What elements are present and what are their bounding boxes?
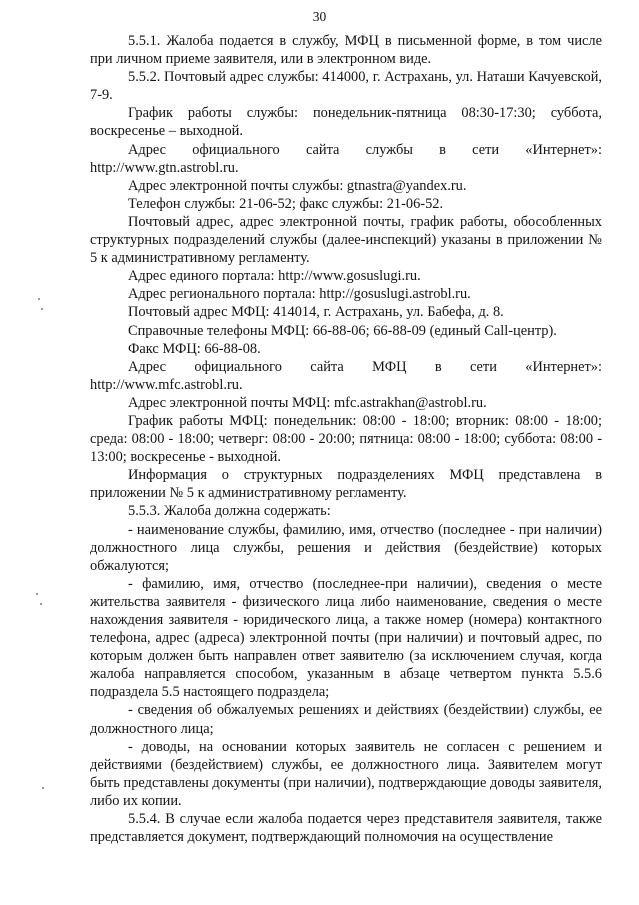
- paragraph-mfc-address: Почтовый адрес МФЦ: 414014, г. Астрахань, ул. Бабефа, д. 8.: [128, 304, 504, 321]
- scan-speck: [42, 787, 44, 789]
- paragraph-unified-portal: Адрес единого портала: http://www.gosuslugi.ru.: [128, 268, 421, 285]
- paragraph-mfc-schedule: График работы МФЦ: понедельник: 08:00 - 18:00; вторник: 08:00 - 18:00; среда: 08:00 - 18:00; четверг: 08:00 - 20:00; пятница: 08:00 - 18:00; суббота: 08:00 - 13:00; воскресенье - выходной.: [90, 412, 602, 466]
- paragraph-mfc-phones: Справочные телефоны МФЦ: 66-88-06; 66-88-09 (единый Call-центр).: [128, 322, 557, 339]
- paragraph-5-5-4: 5.5.4. В случае если жалоба подается через представителя заявителя, также представляется документ, подтверждающий полномочия на осуществление: [90, 811, 602, 846]
- paragraph-service-website: Адрес официального сайта службы в сети «Интернет»: http://www.gtn.astrobl.ru.: [90, 141, 602, 176]
- paragraph-service-phone: Телефон службы: 21-06-52; факс службы: 21-06-52.: [128, 195, 444, 212]
- paragraph-mfc-subdivisions: Информация о структурных подразделениях МФЦ представлена в приложении № 5 к административному регламенту.: [90, 467, 602, 502]
- paragraph-5-5-2: 5.5.2. Почтовый адрес службы: 414000, г. Астрахань, ул. Наташи Качуевской, 7-9.: [90, 69, 602, 104]
- page-number: 30: [312, 9, 327, 24]
- paragraph-service-email: Адрес электронной почты службы: gtnastra@yandex.ru.: [128, 177, 467, 194]
- paragraph-item-service-name: - наименование службы, фамилию, имя, отчество (последнее - при наличии) должностного лица службы, решения и действия (бездействие) которых обжалуются;: [90, 521, 602, 574]
- paragraph-service-schedule: График работы службы: понедельник-пятница 08:30-17:30; суббота, воскресенье – выходной.: [90, 105, 602, 140]
- paragraph-mfc-website: Адрес официального сайта МФЦ в сети «Интернет»: http://www.mfc.astrobl.ru.: [90, 358, 602, 393]
- paragraph-regional-portal: Адрес регионального портала: http://gosuslugi.astrobl.ru.: [128, 286, 471, 303]
- scan-speck: [38, 298, 40, 300]
- paragraph-item-applicant-info: - фамилию, имя, отчество (последнее-при наличии), сведения о месте жительства заявителя - физического лица либо наименование, сведения о месте нахождения заявителя - юридического лица, а также номер (номера) контактного телефона, адрес (адреса) электронной почты (при наличии) и почтовый адрес, по которым должен быть направлен ответ заявителю (за исключением случая, когда жалоба направляется способом, указанным в абзаце четвертом пункта 5.5.6 подраздела 5.5 настоящего подраздела;: [90, 575, 602, 701]
- paragraph-item-arguments: - доводы, на основании которых заявитель не согласен с решением и действиями (бездействием) службы, ее должностного лица. Заявителем могут быть представлены документы (при наличии), подтверждающие доводы заявителя, либо их копии.: [90, 738, 602, 809]
- paragraph-mfc-email: Адрес электронной почты МФЦ: mfc.astrakhan@astrobl.ru.: [128, 394, 487, 411]
- paragraph-mfc-fax: Факс МФЦ: 66-88-08.: [128, 340, 261, 357]
- paragraph-5-5-3: 5.5.3. Жалоба должна содержать:: [128, 503, 331, 520]
- scan-speck: [40, 603, 42, 605]
- paragraph-inspections-info: Почтовый адрес, адрес электронной почты, график работы, обособленных структурных подразделений службы (далее-инспекций) указаны в приложении № 5 к административному регламенту.: [90, 213, 602, 267]
- paragraph-item-appealed-decisions: - сведения об обжалуемых решениях и действиях (бездействии) службы, ее должностного лица;: [90, 702, 602, 737]
- scan-speck: [36, 593, 38, 595]
- scan-speck: [41, 308, 43, 310]
- document-body: [90, 32, 602, 846]
- paragraph-5-5-1: 5.5.1. Жалоба подается в службу, МФЦ в письменной форме, в том числе при личном приеме заявителя, или в электронном виде.: [90, 33, 602, 68]
